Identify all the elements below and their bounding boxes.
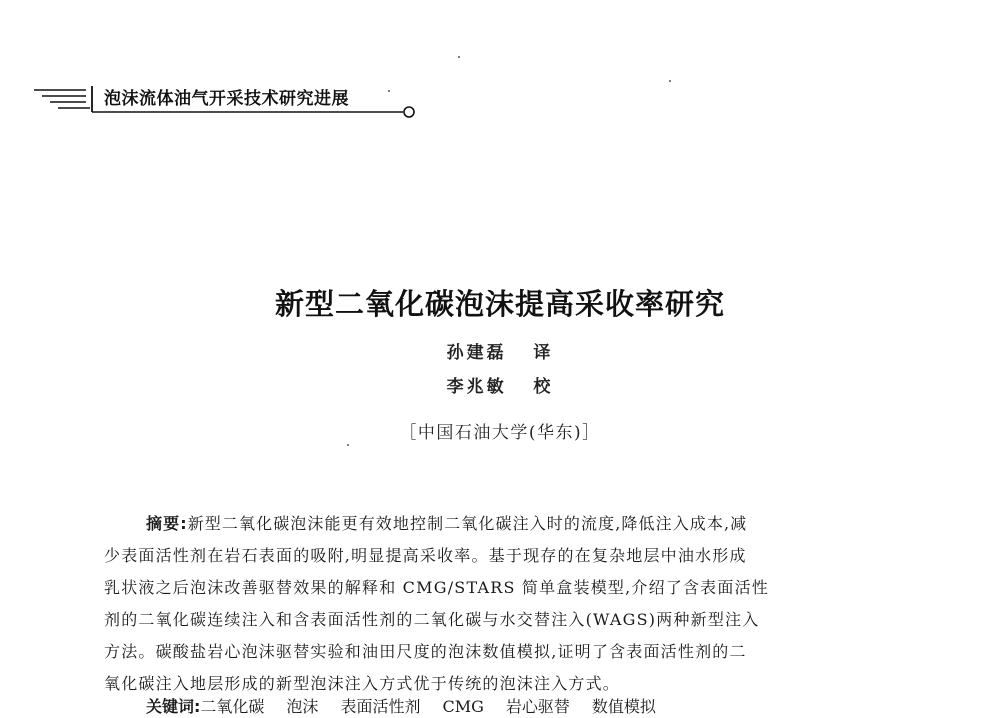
abstract [104,508,884,700]
abstract-line: 乳状液之后泡沫改善驱替效果的解释和 CMG/STARS 简单盒装模型,介绍了含表面活性 [104,578,769,597]
abstract-line: 方法。碳酸盐岩心泡沫驱替实验和油田尺度的泡沫数值模拟,证明了含表面活性剂的二 [104,642,747,661]
keywords-label: 关键词: [146,697,201,716]
abstract-line [104,508,884,540]
scan-speck [458,56,460,58]
translator-line: 孙建磊 译 [446,343,554,363]
abstract-line: 少表面活性剂在岩石表面的吸附,明显提高采收率。基于现存的在复杂地层中油水形成 [104,546,747,565]
keyword-item: 二氧化碳 [200,697,265,716]
proofreader-line: 李兆敏 校 [446,377,554,397]
running-header-title: 泡沫流体油气开采技术研究进展 [104,89,349,109]
affiliation: ［中国石油大学(华东)］ [399,423,601,443]
abstract-text: 新型二氧化碳泡沫能更有效地控制二氧化碳注入时的流度,降低注入成本,减 [187,514,748,533]
scan-speck [388,90,390,92]
abstract-line: 氧化碳注入地层形成的新型泡沫注入方式优于传统的泡沫注入方式。 [104,674,621,693]
running-header [28,78,428,120]
keyword-item: 数值模拟 [591,697,656,716]
abstract-label: 摘要: [146,514,188,533]
paper-title: 新型二氧化碳泡沫提高采收率研究 [274,287,725,321]
scan-speck [347,444,349,446]
keyword-item: 表面活性剂 [340,697,421,716]
keyword-item: 泡沫 [286,697,319,716]
title-block [0,282,1000,323]
scan-speck [669,80,671,82]
keyword-item: 岩心驱替 [505,697,570,716]
abstract-line: 剂的二氧化碳连续注入和含表面活性剂的二氧化碳与水交替注入(WAGS)两种新型注入 [104,610,760,629]
keywords [146,694,678,717]
keyword-item: CMG [442,697,484,716]
